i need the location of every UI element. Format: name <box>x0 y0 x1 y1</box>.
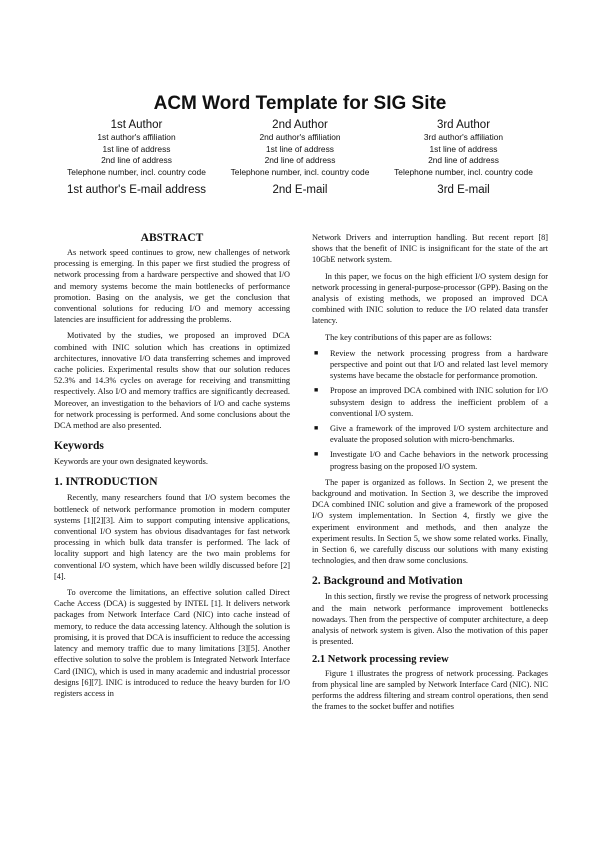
author-affiliation: 2nd author's affiliation <box>259 132 341 142</box>
background-paragraph-1: In this section, firstly we revise the progress of network processing and the main network performance improvement bottlenecks nowadays. Then from the perspective of computer architecture, a deep analysis of network system is given. Also the motivation of this paper is presented. <box>312 592 548 647</box>
author-name: 2nd Author <box>272 119 328 131</box>
abstract-paragraph-1: As network speed continues to grow, new challenges of network processing is emerging. In this paper we first studied the progress of network processing from a hardware perspective and showed that I/O and memory systems become the main bottlenecks of performance promotion. Basing on the analysis, we get the conclusion that conventional solutions for reducing I/O and memory accessing latencies are insufficient for addressing the problems. <box>54 248 290 325</box>
list-item <box>312 423 548 445</box>
abstract-heading: ABSTRACT <box>140 232 204 244</box>
list-item-text: Review the network processing progress from a hardware perspective and point out that I/O and related last level memory systems have became the obstacle for performance promotion. <box>330 348 548 381</box>
author-2 <box>219 118 382 197</box>
author-phone: Telephone number, incl. country code <box>230 166 370 177</box>
author-email: 1st author's E-mail address <box>67 184 206 196</box>
author-address-line-2: 2nd line of address <box>101 155 172 165</box>
author-1 <box>55 118 218 197</box>
bullet-icon: ■ <box>314 348 319 357</box>
list-item <box>312 449 548 471</box>
bullet-icon: ■ <box>314 450 319 459</box>
author-address-line-1: 1st line of address <box>102 143 171 154</box>
bullet-icon: ■ <box>314 386 319 395</box>
author-address-line-2: 2nd line of address <box>428 155 499 165</box>
introduction-paragraph-4: In this paper, we focus on the high efficient I/O system design for network processing in general-purpose-processor (GPP). Basing on the analysis of existing methods, we proposed an improved DCA combined with INIC solution to reduce the I/O related data transfer latency. <box>312 271 548 326</box>
introduction-paragraph-3: Network Drivers and interruption handling. But recent report [8] shows that the benefit of INIC is insignificant for the state of the art 10GbE network system. <box>312 233 548 265</box>
list-item <box>312 385 548 419</box>
bullet-icon: ■ <box>314 424 319 433</box>
author-email: 2nd E-mail <box>272 184 328 196</box>
left-column <box>54 232 290 704</box>
author-3 <box>382 118 545 197</box>
author-phone: Telephone number, incl. country code <box>67 166 206 177</box>
author-address-line-1: 1st line of address <box>429 143 498 154</box>
list-item-text: Give a framework of the improved I/O system architecture and evaluate the proposed solution with micro-benchmarks. <box>330 424 548 445</box>
background-paragraph-2: Figure 1 illustrates the progress of network processing. Packages from physical line are sampled by Network Interface Card (NIC). NIC performs the address filtering and stream control operations, then send the frames to the socket buffer and notifies <box>312 668 548 712</box>
author-block <box>55 118 545 197</box>
author-email: 3rd E-mail <box>437 184 490 196</box>
introduction-paragraph-2: To overcome the limitations, an effective solution called Direct Cache Access (DCA) is suggested by INTEL [1]. It delivers network packages from Network Interface Card (NIC) into cache instead of memory, to reduce the data accessing latency. Although the solution is promising, it is proved that DCA is insufficient to reduce the accessing latency and memory traffic due to many limitations [3][5]. Another effective solution to solve the problem is Integrated Network Interface Card (INIC), which is used in many academic and industrial processor designs [6][7]. INIC is introduced to reduce the heavy burden for I/O registers access in <box>54 588 290 698</box>
author-affiliation: 3rd author's affiliation <box>423 132 504 142</box>
right-column <box>312 232 548 717</box>
background-heading: 2. Background and Motivation <box>312 575 463 588</box>
contributions-intro: The key contributions of this paper are as follows: <box>325 332 492 342</box>
introduction-paragraph-6: The paper is organized as follows. In Section 2, we present the background and motivation. In Section 3, we describe the improved DCA combined INIC solution and give a framework of the proposed I/O system implementation. In Section 4, firstly we give the experiment environment and methods, and then analyze the experiment results. In Section 5, we show some related works. Finally, in Section 6, we carefully discuss our solutions with many existing technologies, and then draw some conclusions. <box>312 477 548 566</box>
contributions-list <box>312 348 548 472</box>
author-phone: Telephone number, incl. country code <box>394 166 533 177</box>
author-name: 3rd Author <box>436 119 491 131</box>
introduction-heading: 1. INTRODUCTION <box>54 476 158 489</box>
list-item <box>312 348 548 382</box>
list-item-text: Investigate I/O and Cache behaviors in the network processing progress basing on the proposed I/O system. <box>330 450 548 471</box>
author-address-line-2: 2nd line of address <box>264 155 336 165</box>
subsection-heading: 2.1 Network processing review <box>312 653 449 665</box>
author-address-line-1: 1st line of address <box>266 143 334 154</box>
list-item-text: Propose an improved DCA combined with INIC solution for I/O subsystem design to address the inefficient problem of a conventional I/O system. <box>330 386 548 418</box>
keywords-heading: Keywords <box>54 440 104 453</box>
keywords-text: Keywords are your own designated keywords. <box>54 457 208 467</box>
abstract-paragraph-2: Motivated by the studies, we proposed an improved DCA combined with INIC solution which has creations in optimized architectures, innovative I/O data transferring schemes and improved cache policies. Experimental results show that our solution reduces 52.3% and 14.3% cycles on average for receiving and transmitting respectively. Also I/O and memory traffics are significantly decreased. Moreover, an investigation to the behaviors of I/O and cache systems for network processing is performed. And some conclusions about the DCA method are also presented. <box>54 331 290 431</box>
introduction-paragraph-1: Recently, many researchers found that I/O system becomes the bottleneck of network performance promotion in modern computer systems [1][2][3]. Aim to support computing intensive applications, conventional I/O system has obvious disadvantages for fast network processing in which bulk data transfer is performed. The lack of locality support and high latency are the two main problems for conventional I/O system, which have been wildly discussed before [2][4]. <box>54 493 290 581</box>
paper-title: ACM Word Template for SIG Site <box>153 93 447 114</box>
author-name: 1st Author <box>110 119 163 131</box>
author-affiliation: 1st author's affiliation <box>97 132 176 142</box>
